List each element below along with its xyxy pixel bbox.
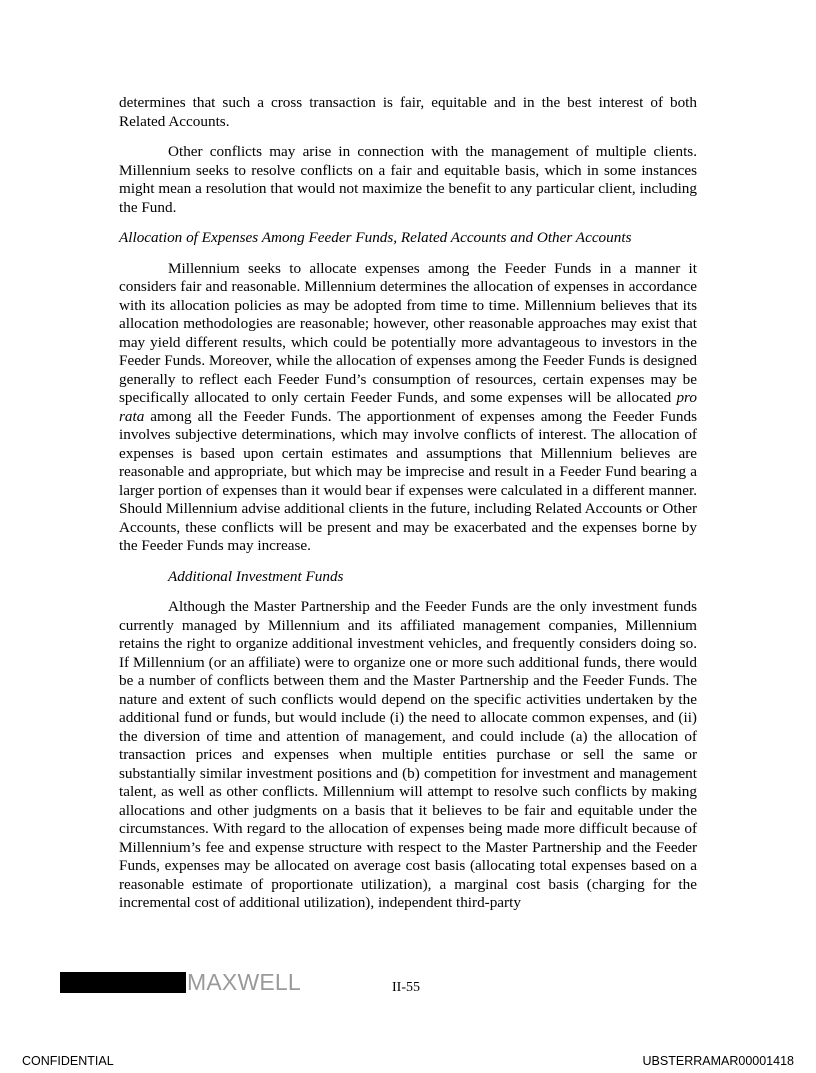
section-heading-additional-investment-funds: Additional Investment Funds bbox=[168, 567, 344, 585]
confidential-label: CONFIDENTIAL bbox=[22, 1054, 114, 1068]
italic-term-pro-rata: pro rata bbox=[119, 389, 697, 425]
paragraph-text: Millennium seeks to allocate expenses among the Feeder Funds in a manner it considers fair and reasonable. Millennium determines the allocation of expenses in accordance with its allocation policies as may be adopted from time to time. Millennium believes that its allocation methodologies are reasonable; however, other reasonable approaches may exist that may yield different results, which could be potentially more advantageous to investors in the Feeder Funds. Moreover, while the allocation of expenses among the Feeder Funds is designed generally to reflect each Feeder Fund’s consumption of resources, certain expenses may be specifically allocated to only certain Feeder Funds, and some expenses will be allocated bbox=[119, 259, 697, 406]
paragraph-additional-funds: Although the Master Partnership and the Feeder Funds are the only investment funds currently managed by Millennium and its affiliated management companies, Millennium retains the right to organize additional investment vehicles, and frequently considers doing so. If Millennium (or an affiliate) were to organize one or more such additional funds, there would be a number of conflicts between them and the Master Partnership and the Feeder Funds. The nature and extent of such conflicts would depend on the specific activities undertaken by the additional fund or funds, but would include (i) the need to allocate common expenses, and (ii) the diversion of time and attention of management, and could include (a) the allocation of transaction prices and expenses when multiple entities purchase or sell the same or substantially similar investment positions and (b) competition for investment and management talent, as well as other conflicts. Millennium will attempt to resolve such conflicts by making allocations and other judgments on a basis that it believes to be fair and equitable under the circumstances. With regard to the allocation of expenses being made more difficult because of Millennium’s fee and expense structure with respect to the Master Partnership and the Feeder Funds, expenses may be allocated on average cost basis (allocating total expenses based on a reasonable estimate of proportionate utilization), a marginal cost basis (charging for the incremental cost of additional utilization), independent third-party bbox=[119, 598, 697, 911]
redacted-stamp bbox=[60, 968, 301, 996]
paragraph-expense-allocation bbox=[119, 260, 697, 556]
paragraph-text: among all the Feeder Funds. The apportionment of expenses among the Feeder Funds involves subjective determinations, which may involve conflicts of interest. The allocation of expenses is based upon certain estimates and assumptions that Millennium believes are reasonable and appropriate, but which may be imprecise and result in a Feeder Fund bearing a larger portion of expenses than it would bear if expenses were calculated in a different manner. Should Millennium advise additional clients in the future, including Related Accounts or Other Accounts, these conflicts will be present and may be exacerbated and the expenses borne by the Feeder Funds may increase. bbox=[119, 407, 697, 554]
section-heading-allocation-of-expenses: Allocation of Expenses Among Feeder Funds, Related Accounts and Other Accounts bbox=[119, 229, 632, 246]
document-body bbox=[119, 94, 697, 925]
page-number: II-55 bbox=[392, 980, 420, 995]
bates-number: UBSTERRAMAR00001418 bbox=[642, 1054, 794, 1068]
redaction-bar bbox=[60, 972, 186, 993]
paragraph-cross-transaction: determines that such a cross transaction is fair, equitable and in the best interest of both Related Accounts. bbox=[119, 94, 697, 130]
paragraph-other-conflicts: Other conflicts may arise in connection with the management of multiple clients. Millennium seeks to resolve conflicts on a fair and equitable basis, which in some instances might mean a resolution that would not maximize the benefit to any particular client, including the Fund. bbox=[119, 143, 697, 216]
stamp-text: MAXWELL bbox=[187, 968, 301, 995]
